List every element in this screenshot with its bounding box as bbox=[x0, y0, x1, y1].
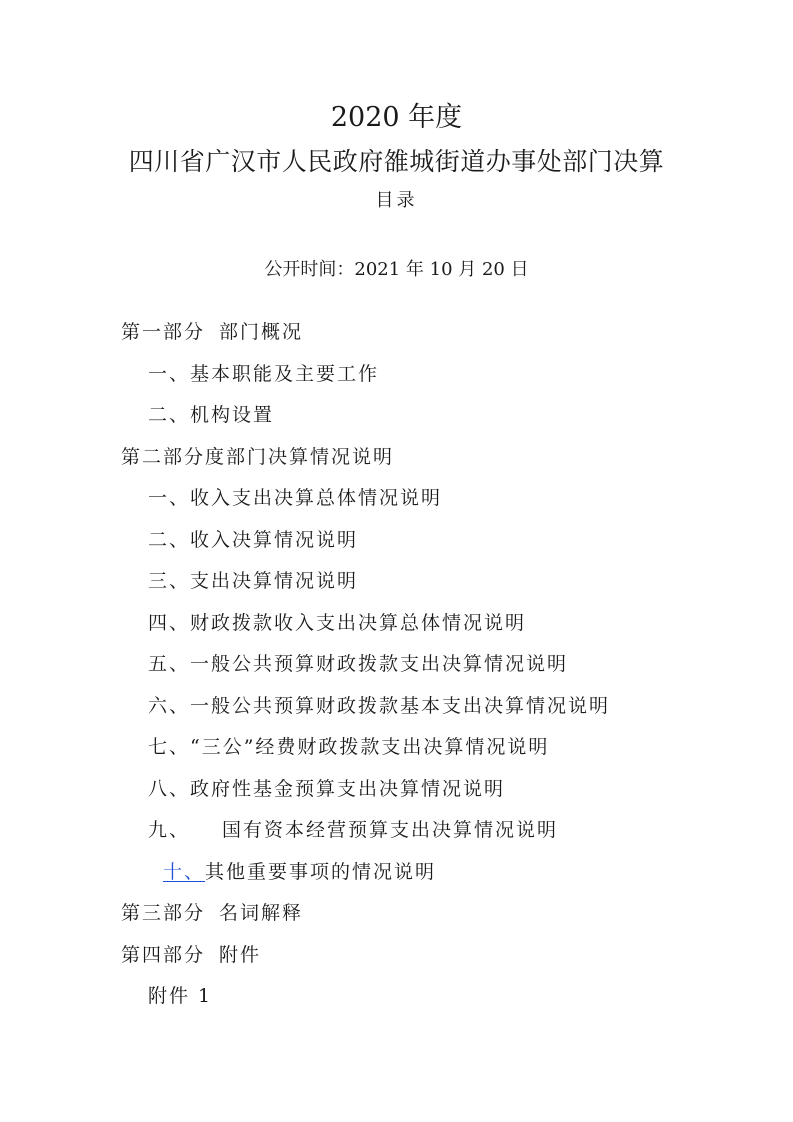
toc-part-label: 第一部分 bbox=[121, 321, 206, 343]
toc-item: 八、政府性基金预算支出决算情况说明 bbox=[148, 778, 506, 800]
toc-item: 五、一般公共预算财政拨款支出决算情况说明 bbox=[148, 653, 569, 675]
toc-heading: 目录 bbox=[375, 190, 418, 211]
toc-part-label: 第三部分 bbox=[121, 902, 206, 924]
toc-part-title: 名词解释 bbox=[219, 902, 304, 924]
toc-item-9 bbox=[148, 815, 558, 845]
toc-part-title: 附件 bbox=[219, 944, 262, 966]
publish-date: 公开时间：2021 年 10 月 20 日 bbox=[264, 259, 529, 280]
toc-item-text: 其他重要事项的情况说明 bbox=[205, 861, 437, 883]
toc-part-label: 第四部分 bbox=[121, 944, 206, 966]
toc-item-number: 九、 bbox=[148, 819, 191, 841]
toc-part-2: 第二部分度部门决算情况说明 bbox=[121, 446, 395, 468]
toc-item: 一、收入支出决算总体情况说明 bbox=[148, 487, 443, 509]
toc-part-title: 部门概况 bbox=[219, 321, 304, 343]
toc-item: 二、机构设置 bbox=[148, 404, 275, 426]
toc-item: 二、收入决算情况说明 bbox=[148, 529, 359, 551]
document-department-title: 四川省广汉市人民政府雒城街道办事处部门决算 bbox=[128, 147, 665, 176]
toc-item: 六、一般公共预算财政拨款基本支出决算情况说明 bbox=[148, 695, 611, 717]
toc-item-attachment: 附件 1 bbox=[148, 985, 213, 1007]
toc-item-10 bbox=[163, 857, 436, 887]
toc-item-text: 国有资本经营预算支出决算情况说明 bbox=[222, 819, 559, 841]
toc-item: 四、财政拨款收入支出决算总体情况说明 bbox=[148, 612, 527, 634]
toc-item: 七、“三公”经费财政拨款支出决算情况说明 bbox=[148, 736, 550, 758]
toc-part-3 bbox=[121, 898, 303, 928]
toc-part-4 bbox=[121, 940, 261, 970]
toc-item: 三、支出决算情况说明 bbox=[148, 570, 359, 592]
toc-part-1 bbox=[121, 317, 303, 347]
document-year-title: 2020 年度 bbox=[330, 102, 463, 133]
toc-item-10-link[interactable]: 十、 bbox=[163, 861, 206, 883]
toc-item: 一、基本职能及主要工作 bbox=[148, 363, 380, 385]
